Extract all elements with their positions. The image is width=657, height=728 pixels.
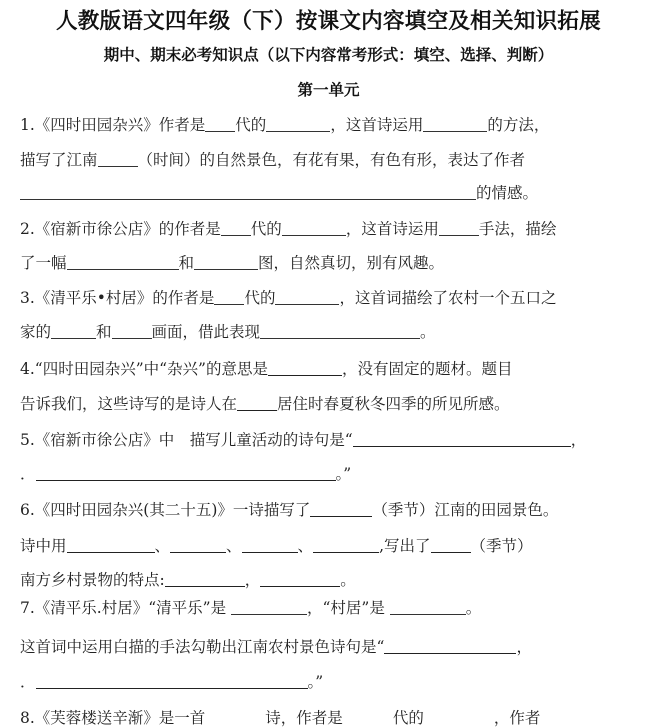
text: ，作者 <box>493 709 541 727</box>
text: ,写出了 <box>379 537 431 555</box>
blank-item-1[interactable] <box>67 536 155 553</box>
blank-scene-1[interactable] <box>51 322 96 339</box>
text: 4.“四时田园杂兴”中“杂兴”的意思是 <box>20 360 268 378</box>
question-6-line-1 <box>20 500 558 520</box>
text: ，这首诗运用 <box>330 116 424 134</box>
question-7-line-2b <box>20 672 323 692</box>
blank-place[interactable] <box>237 394 277 411</box>
text: 。 <box>340 571 356 589</box>
text: 家的 <box>20 323 52 341</box>
question-8-line-1 <box>20 708 540 728</box>
question-6-line-3 <box>20 570 356 590</box>
blank-feature-1[interactable] <box>165 570 245 587</box>
text: 居住时春夏秋冬四季的所见所感。 <box>277 395 510 413</box>
text: 代的 <box>244 289 276 307</box>
text: ，这首词描绘了农村一个五口之 <box>339 289 557 307</box>
blank-meaning[interactable] <box>268 359 342 376</box>
text: 画面，借此表现 <box>151 323 261 341</box>
blank-item-3[interactable] <box>242 536 298 553</box>
blank-season-2[interactable] <box>431 536 471 553</box>
question-1-line-3 <box>20 183 538 203</box>
question-3-line-1 <box>20 288 556 308</box>
text: ． <box>20 673 36 691</box>
question-6-line-2 <box>20 536 533 556</box>
blank-cunju-meaning[interactable] <box>390 598 466 615</box>
text: 告诉我们，这些诗写的是诗人在 <box>20 395 238 413</box>
blank-time[interactable] <box>98 150 138 167</box>
text: 。 <box>420 323 436 341</box>
text: 的情感。 <box>476 184 539 202</box>
text: 南方乡村景物的特点: <box>20 571 165 589</box>
blank-item-2[interactable] <box>170 536 226 553</box>
text: 诗，作者是 <box>265 709 343 727</box>
question-2-line-2 <box>20 253 444 273</box>
question-7-line-1 <box>20 598 481 618</box>
text: ， <box>516 638 532 656</box>
text: ，没有固定的题材。题目 <box>342 360 513 378</box>
blank-technique[interactable] <box>439 219 479 236</box>
blank-verse-2[interactable] <box>36 464 336 481</box>
text: 代的 <box>250 220 282 238</box>
blank-item-4[interactable] <box>313 536 379 553</box>
text: （时间）的自然景色，有花有果，有色有形，表达了作者 <box>137 151 526 169</box>
text: ， <box>570 431 587 449</box>
text: （季节） <box>470 537 533 555</box>
text: 1.《四时田园杂兴》作者是 <box>20 116 206 134</box>
text: （季节）江南的田园景色。 <box>372 501 559 519</box>
text: 和 <box>178 254 195 272</box>
blank-verse-1[interactable] <box>353 430 571 447</box>
blank-dynasty[interactable] <box>205 115 235 132</box>
blank-dynasty[interactable] <box>221 219 251 236</box>
question-5-line-1 <box>20 430 586 450</box>
question-1-line-2 <box>20 150 525 170</box>
document-title: 人教版语文四年级（下）按课文内容填空及相关知识拓展 <box>55 9 601 34</box>
text: 3.《清平乐•村居》的作者是 <box>20 289 215 307</box>
question-3-line-2 <box>20 322 436 342</box>
blank-dynasty[interactable] <box>343 708 393 725</box>
text: 诗中用 <box>20 537 67 555</box>
text: 这首词中运用白描的手法勾勒出江南农村景色诗句是“ <box>20 638 385 656</box>
blank-season[interactable] <box>310 500 372 517</box>
blank-scene-2[interactable] <box>194 253 258 270</box>
blank-author[interactable] <box>275 288 339 305</box>
text: 。” <box>307 673 324 691</box>
text: 。 <box>465 599 482 617</box>
question-7-line-2 <box>20 637 532 657</box>
text: ， <box>244 571 261 589</box>
blank-author[interactable] <box>266 115 330 132</box>
text: 代的 <box>235 116 267 134</box>
text: 8.《芙蓉楼送辛渐》是一首 <box>20 709 206 727</box>
text: 、 <box>297 537 314 555</box>
text: ． <box>20 465 36 483</box>
blank-qingpingle-meaning[interactable] <box>231 598 307 615</box>
document-subtitle: 期中、期末必考知识点（以下内容常考形式：填空、选择、判断） <box>103 45 554 64</box>
text: 了一幅 <box>20 254 67 272</box>
question-4-line-1 <box>20 359 513 379</box>
text: 2.《宿新市徐公店》的作者是 <box>20 220 221 238</box>
question-4-line-2 <box>20 394 510 414</box>
blank-verse-2[interactable] <box>36 672 308 689</box>
text: 的方法， <box>487 116 550 134</box>
blank-scene-2[interactable] <box>112 322 152 339</box>
text: 6.《四时田园杂兴(其二十五)》一诗描写了 <box>20 501 311 519</box>
blank-verse-1[interactable] <box>384 637 516 654</box>
text: 手法，描绘 <box>478 220 557 238</box>
question-1-line-1 <box>20 115 549 135</box>
text: 和 <box>96 323 112 341</box>
question-2-line-1 <box>20 219 556 239</box>
blank-poem-type[interactable] <box>205 708 265 725</box>
question-5-line-2 <box>20 464 351 484</box>
text: 图，自然真切，别有风趣。 <box>258 254 445 272</box>
blank-method[interactable] <box>423 115 487 132</box>
blank-emotion[interactable] <box>20 183 476 200</box>
text: 描写了江南 <box>20 151 98 169</box>
blank-expression[interactable] <box>260 322 420 339</box>
blank-dynasty[interactable] <box>214 288 244 305</box>
text: ，这首诗运用 <box>345 220 439 238</box>
text: 7.《清平乐.村居》“清平乐”是 <box>20 599 231 617</box>
blank-author[interactable] <box>424 708 494 725</box>
blank-scene-1[interactable] <box>67 253 179 270</box>
text: 代的 <box>392 709 424 727</box>
text: 。” <box>335 465 352 483</box>
blank-author[interactable] <box>282 219 346 236</box>
text: 5.《宿新市徐公店》中 描写儿童活动的诗句是“ <box>20 431 353 449</box>
text: ，“村居”是 <box>307 599 390 617</box>
text: 、 <box>154 537 171 555</box>
text: 、 <box>226 537 242 555</box>
blank-feature-2[interactable] <box>260 570 340 587</box>
unit-heading: 第一单元 <box>297 80 360 99</box>
